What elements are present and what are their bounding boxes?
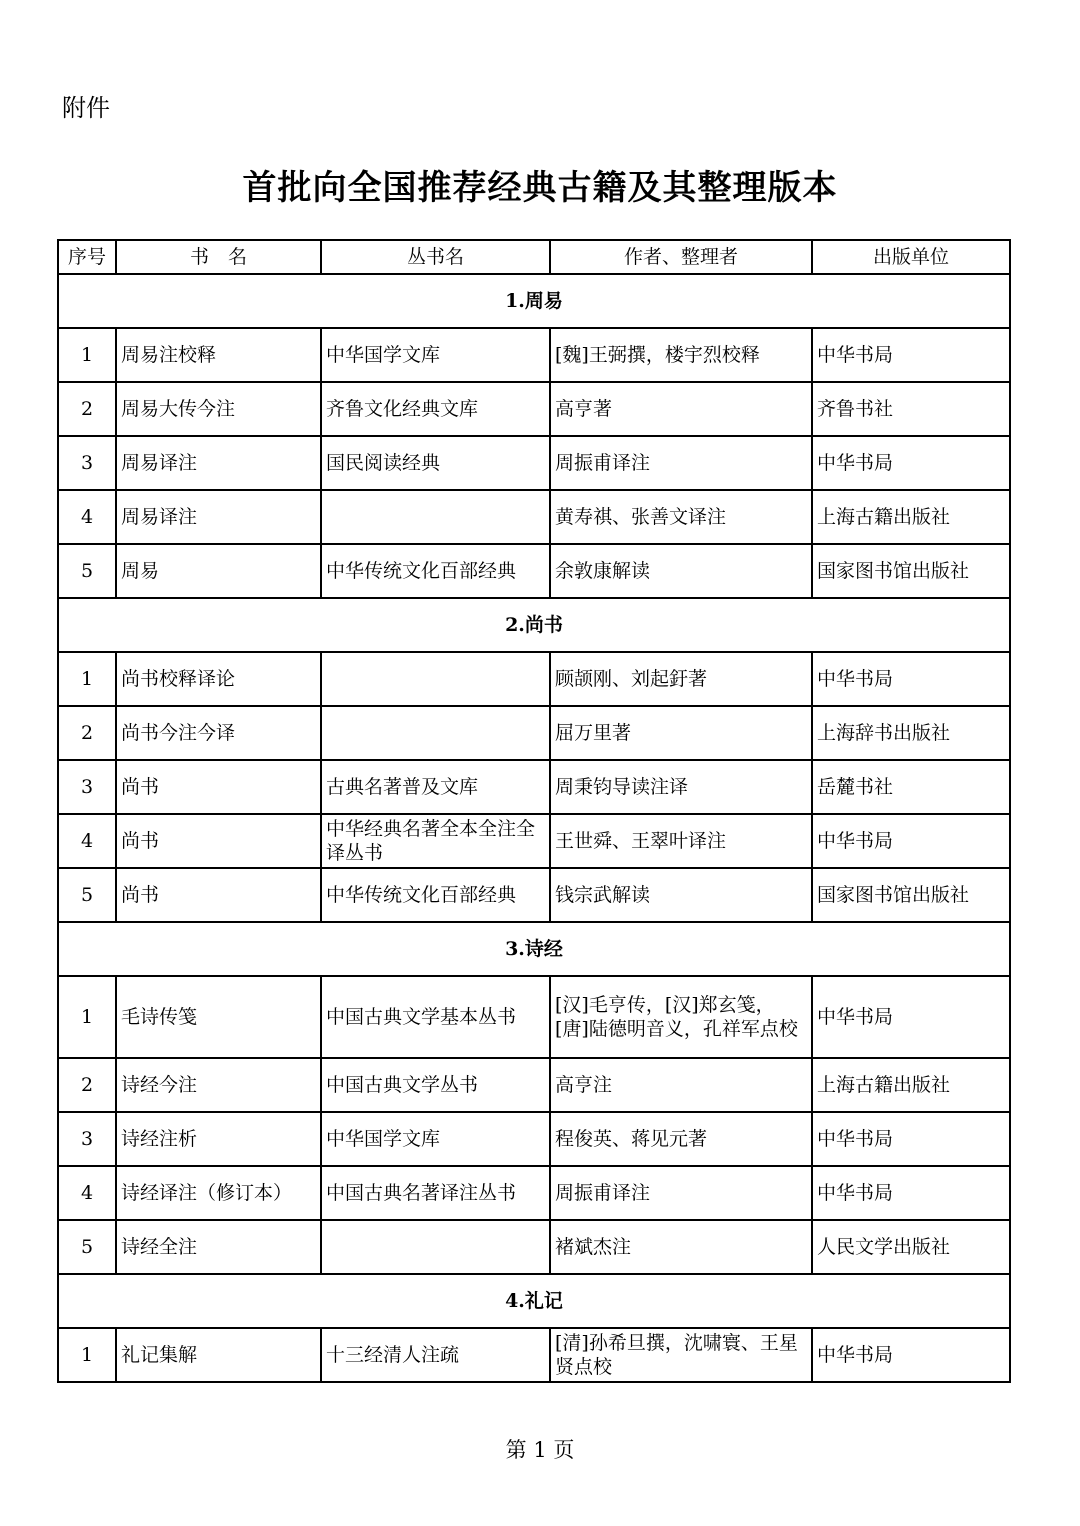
cell-publisher: 国家图书馆出版社: [812, 544, 1010, 598]
table-header-row: [58, 240, 1010, 274]
cell-series: [321, 1220, 550, 1274]
cell-series: 齐鲁文化经典文库: [321, 382, 550, 436]
cell-no: 3: [58, 760, 116, 814]
cell-series: 中国古典名著译注丛书: [321, 1166, 550, 1220]
cell-no: 2: [58, 706, 116, 760]
table-row: [58, 976, 1010, 1058]
cell-author: 周振甫译注: [550, 1166, 812, 1220]
table-row: [58, 1220, 1010, 1274]
cell-publisher: 中华书局: [812, 814, 1010, 868]
cell-publisher: 岳麓书社: [812, 760, 1010, 814]
table-row: [58, 436, 1010, 490]
cell-series: 中华国学文库: [321, 328, 550, 382]
cell-title: 礼记集解: [116, 1328, 321, 1382]
cell-title: 毛诗传笺: [116, 976, 321, 1058]
cell-title: 诗经全注: [116, 1220, 321, 1274]
cell-author: [汉]毛亨传，[汉]郑玄笺，[唐]陆德明音义，孔祥军点校: [550, 976, 812, 1058]
cell-title: 诗经译注（修订本）: [116, 1166, 321, 1220]
table-row: [58, 1328, 1010, 1382]
header-series: 丛书名: [321, 240, 550, 274]
classics-table: [57, 239, 1011, 1383]
cell-no: 2: [58, 1058, 116, 1112]
table-row: [58, 760, 1010, 814]
table-row: [58, 868, 1010, 922]
cell-publisher: 中华书局: [812, 652, 1010, 706]
cell-title: 周易译注: [116, 490, 321, 544]
cell-series: [321, 490, 550, 544]
cell-publisher: 中华书局: [812, 976, 1010, 1058]
cell-series: [321, 652, 550, 706]
cell-title: 周易注校释: [116, 328, 321, 382]
header-title: 书 名: [116, 240, 321, 274]
cell-no: 1: [58, 652, 116, 706]
attachment-label: 附件: [62, 94, 110, 122]
cell-title: 周易大传今注: [116, 382, 321, 436]
table-row: [58, 1112, 1010, 1166]
cell-title: 周易译注: [116, 436, 321, 490]
table-row: [58, 490, 1010, 544]
table-row: [58, 382, 1010, 436]
cell-author: 高亨注: [550, 1058, 812, 1112]
cell-no: 1: [58, 1328, 116, 1382]
section-heading: 4.礼记: [58, 1274, 1010, 1328]
cell-no: 4: [58, 490, 116, 544]
cell-title: 尚书: [116, 868, 321, 922]
section-row: [58, 922, 1010, 976]
cell-publisher: 中华书局: [812, 328, 1010, 382]
cell-author: 高亨著: [550, 382, 812, 436]
header-no: 序号: [58, 240, 116, 274]
document-title: 首批向全国推荐经典古籍及其整理版本: [242, 168, 838, 208]
cell-no: 3: [58, 1112, 116, 1166]
cell-title: 诗经注析: [116, 1112, 321, 1166]
cell-no: 2: [58, 382, 116, 436]
cell-publisher: 齐鲁书社: [812, 382, 1010, 436]
cell-publisher: 中华书局: [812, 436, 1010, 490]
cell-series: 中华传统文化百部经典: [321, 544, 550, 598]
cell-publisher: 上海古籍出版社: [812, 1058, 1010, 1112]
cell-publisher: 国家图书馆出版社: [812, 868, 1010, 922]
cell-publisher: 上海古籍出版社: [812, 490, 1010, 544]
table-row: [58, 652, 1010, 706]
table-row: [58, 544, 1010, 598]
cell-no: 1: [58, 976, 116, 1058]
cell-publisher: 人民文学出版社: [812, 1220, 1010, 1274]
cell-no: 3: [58, 436, 116, 490]
cell-title: 尚书今注今译: [116, 706, 321, 760]
table-row: [58, 328, 1010, 382]
cell-series: 中华国学文库: [321, 1112, 550, 1166]
section-row: [58, 598, 1010, 652]
cell-author: 周秉钧导读注译: [550, 760, 812, 814]
cell-author: [清]孙希旦撰，沈啸寰、王星贤点校: [550, 1328, 812, 1382]
cell-series: 中国古典文学丛书: [321, 1058, 550, 1112]
cell-no: 1: [58, 328, 116, 382]
table-row: [58, 1058, 1010, 1112]
cell-no: 5: [58, 544, 116, 598]
cell-author: [魏]王弼撰，楼宇烈校释: [550, 328, 812, 382]
table-body: [58, 274, 1010, 1382]
cell-author: 钱宗武解读: [550, 868, 812, 922]
header-publisher: 出版单位: [812, 240, 1010, 274]
cell-no: 5: [58, 1220, 116, 1274]
cell-author: 屈万里著: [550, 706, 812, 760]
cell-title: 尚书校释译论: [116, 652, 321, 706]
cell-series: 十三经清人注疏: [321, 1328, 550, 1382]
cell-series: [321, 706, 550, 760]
cell-series: 国民阅读经典: [321, 436, 550, 490]
cell-author: 顾颉刚、刘起釪著: [550, 652, 812, 706]
cell-title: 尚书: [116, 760, 321, 814]
cell-author: 周振甫译注: [550, 436, 812, 490]
cell-author: 王世舜、王翠叶译注: [550, 814, 812, 868]
page-number: 第 1 页: [505, 1438, 575, 1462]
table-row: [58, 814, 1010, 868]
table-row: [58, 706, 1010, 760]
cell-series: 古典名著普及文库: [321, 760, 550, 814]
cell-no: 4: [58, 1166, 116, 1220]
section-row: [58, 1274, 1010, 1328]
section-heading: 2.尚书: [58, 598, 1010, 652]
cell-publisher: 中华书局: [812, 1166, 1010, 1220]
cell-title: 周易: [116, 544, 321, 598]
cell-title: 尚书: [116, 814, 321, 868]
cell-no: 5: [58, 868, 116, 922]
cell-title: 诗经今注: [116, 1058, 321, 1112]
header-author: 作者、整理者: [550, 240, 812, 274]
section-heading: 1.周易: [58, 274, 1010, 328]
section-row: [58, 274, 1010, 328]
cell-series: 中国古典文学基本丛书: [321, 976, 550, 1058]
cell-no: 4: [58, 814, 116, 868]
cell-publisher: 中华书局: [812, 1112, 1010, 1166]
table-row: [58, 1166, 1010, 1220]
cell-author: 程俊英、蒋见元著: [550, 1112, 812, 1166]
cell-author: 褚斌杰注: [550, 1220, 812, 1274]
cell-series: 中华经典名著全本全注全译丛书: [321, 814, 550, 868]
cell-publisher: 上海辞书出版社: [812, 706, 1010, 760]
cell-author: 黄寿祺、张善文译注: [550, 490, 812, 544]
cell-author: 余敦康解读: [550, 544, 812, 598]
section-heading: 3.诗经: [58, 922, 1010, 976]
cell-publisher: 中华书局: [812, 1328, 1010, 1382]
cell-series: 中华传统文化百部经典: [321, 868, 550, 922]
